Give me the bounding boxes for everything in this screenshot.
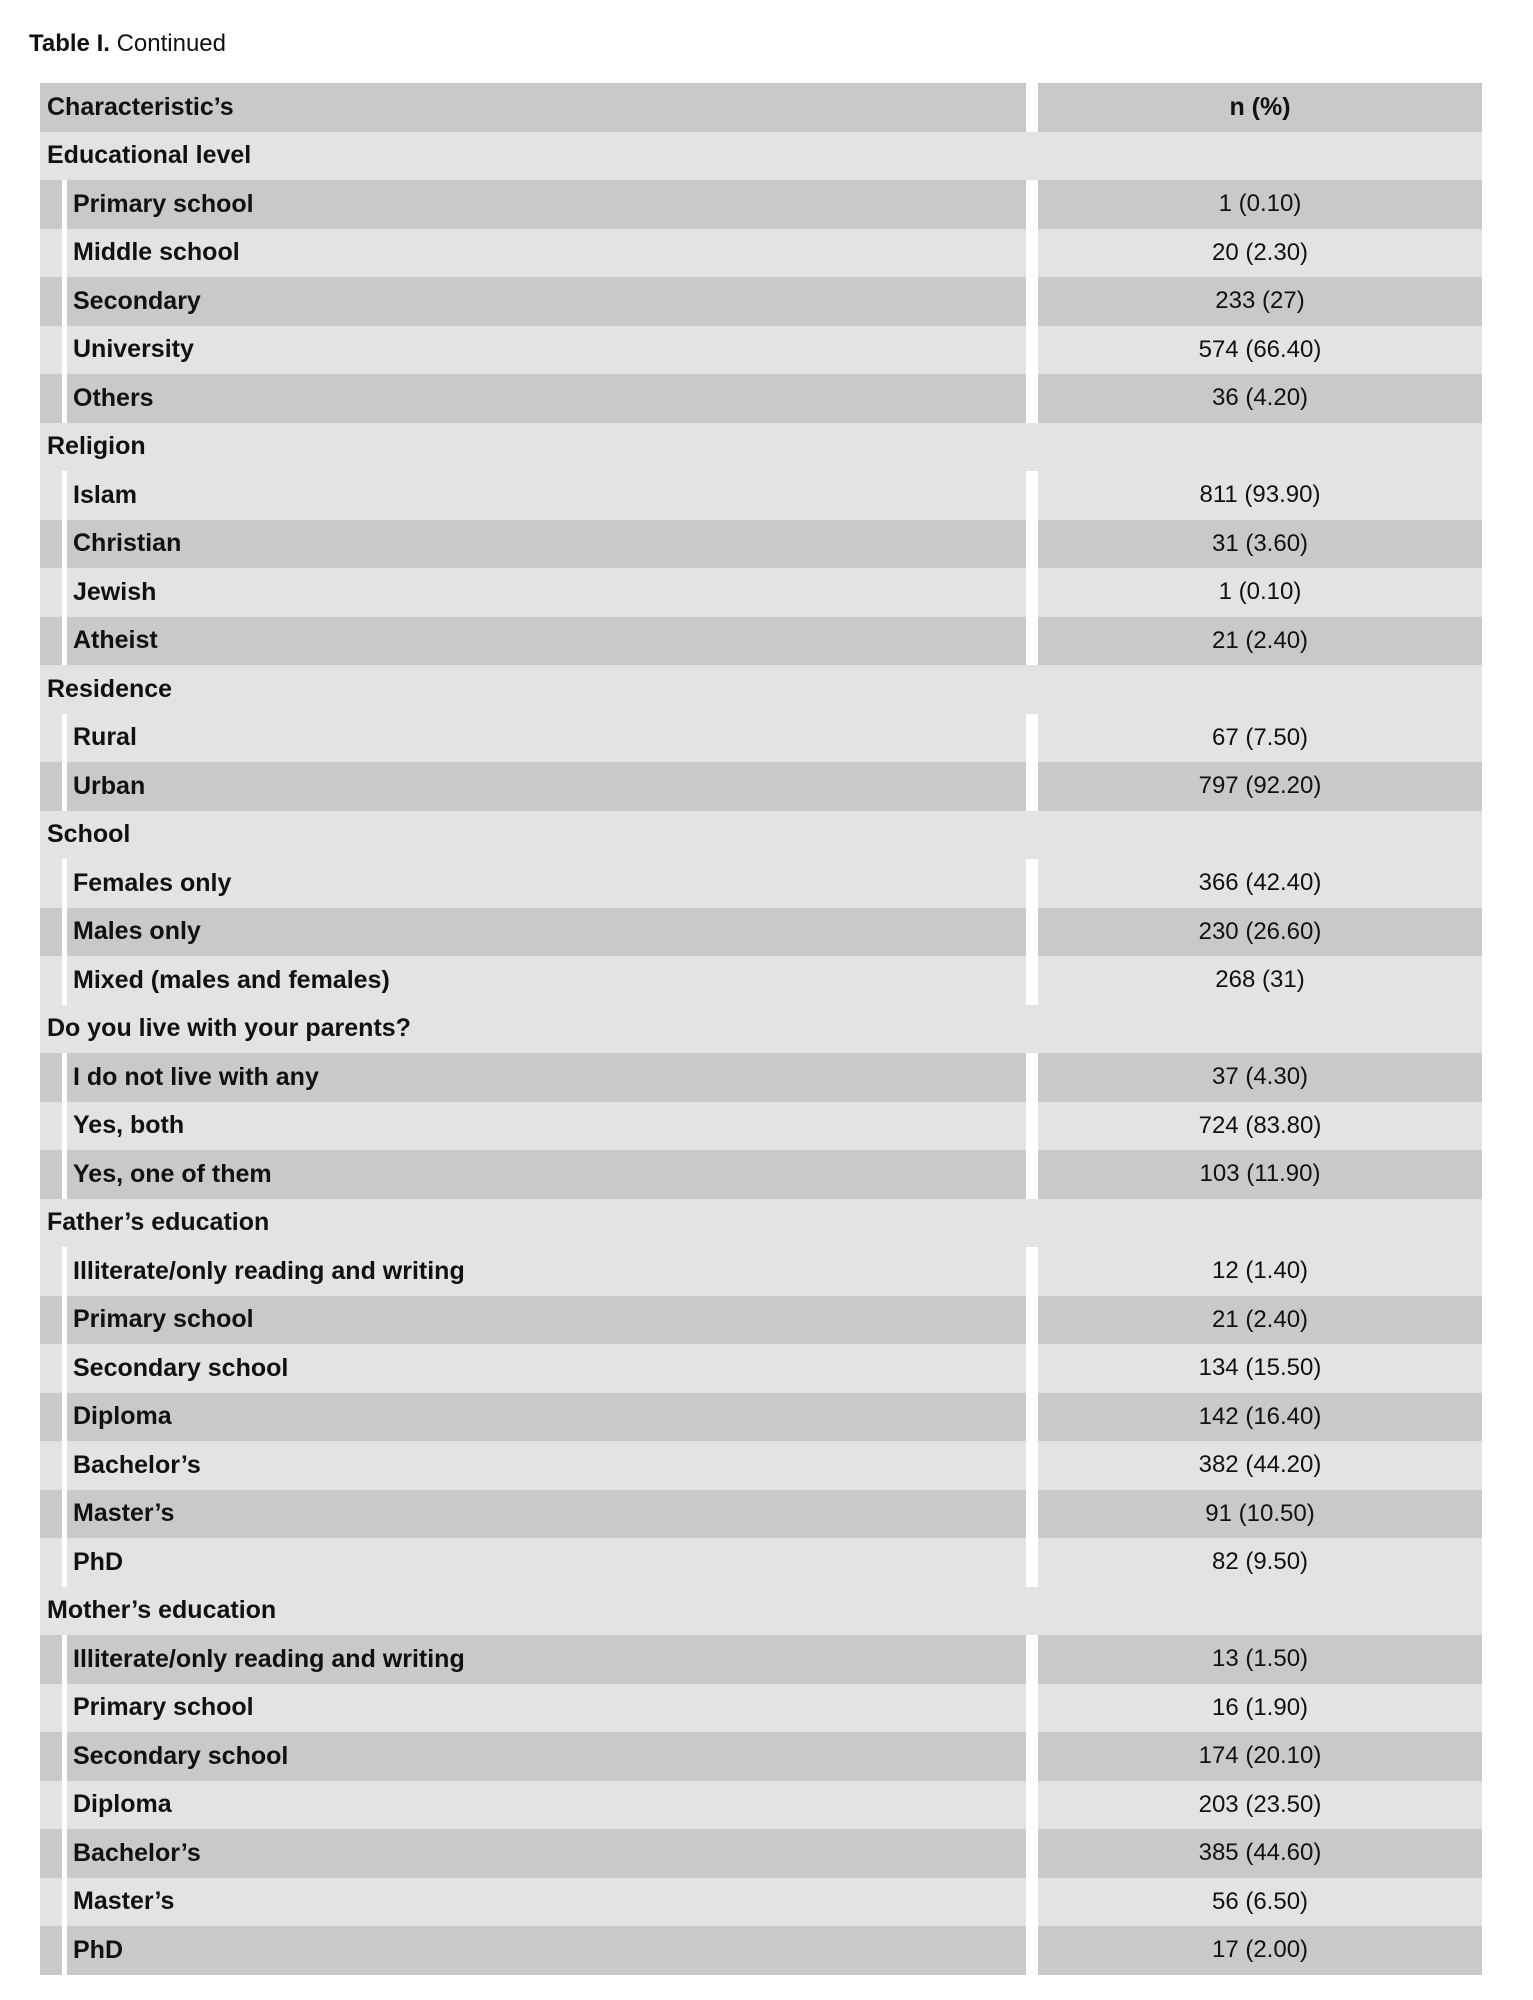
characteristic-cell bbox=[40, 180, 1026, 229]
table-row bbox=[40, 1490, 1482, 1539]
indent-stub bbox=[40, 229, 62, 278]
characteristic-cell bbox=[40, 1926, 1026, 1975]
row-value: 366 (42.40) bbox=[1038, 859, 1482, 908]
indent-stub bbox=[40, 326, 62, 375]
row-label: Illiterate/only reading and writing bbox=[67, 1247, 1026, 1296]
indent-stub bbox=[40, 1878, 62, 1927]
table-row bbox=[40, 908, 1482, 957]
indent-stub bbox=[40, 1247, 62, 1296]
row-value: 56 (6.50) bbox=[1038, 1878, 1482, 1927]
row-value: 382 (44.20) bbox=[1038, 1441, 1482, 1490]
section-row bbox=[40, 1005, 1482, 1054]
section-row bbox=[40, 423, 1482, 472]
section-row bbox=[40, 132, 1482, 181]
characteristic-cell bbox=[40, 1393, 1026, 1442]
row-value: 21 (2.40) bbox=[1038, 617, 1482, 666]
characteristic-cell bbox=[40, 1732, 1026, 1781]
row-value: 12 (1.40) bbox=[1038, 1247, 1482, 1296]
characteristic-cell bbox=[40, 956, 1026, 1005]
indent-stub bbox=[40, 1829, 62, 1878]
indent-stub bbox=[40, 1441, 62, 1490]
row-value: 21 (2.40) bbox=[1038, 1296, 1482, 1345]
row-label: Christian bbox=[67, 520, 1026, 569]
row-value: 13 (1.50) bbox=[1038, 1635, 1482, 1684]
row-label: University bbox=[67, 326, 1026, 375]
characteristic-cell bbox=[40, 1150, 1026, 1199]
table-row bbox=[40, 1926, 1482, 1975]
indent-stub bbox=[40, 180, 62, 229]
characteristic-cell bbox=[40, 1684, 1026, 1733]
characteristic-cell bbox=[40, 859, 1026, 908]
characteristic-cell bbox=[40, 1441, 1026, 1490]
row-label: Rural bbox=[67, 714, 1026, 763]
table-row bbox=[40, 277, 1482, 326]
table-row bbox=[40, 568, 1482, 617]
indent-stub bbox=[40, 568, 62, 617]
row-label: Diploma bbox=[67, 1781, 1026, 1830]
table-row bbox=[40, 326, 1482, 375]
header-value: n (%) bbox=[1038, 83, 1482, 132]
row-value: 811 (93.90) bbox=[1038, 471, 1482, 520]
table-row bbox=[40, 1878, 1482, 1927]
characteristic-cell bbox=[40, 374, 1026, 423]
indent-stub bbox=[40, 859, 62, 908]
row-value: 134 (15.50) bbox=[1038, 1344, 1482, 1393]
table-row bbox=[40, 1732, 1482, 1781]
section-title: Educational level bbox=[47, 141, 252, 170]
table-row bbox=[40, 1393, 1482, 1442]
row-label: Males only bbox=[67, 908, 1026, 957]
characteristic-cell bbox=[40, 1538, 1026, 1587]
characteristic-cell bbox=[40, 1781, 1026, 1830]
row-label: Yes, one of them bbox=[67, 1150, 1026, 1199]
row-value: 91 (10.50) bbox=[1038, 1490, 1482, 1539]
table-row bbox=[40, 1538, 1482, 1587]
indent-stub bbox=[40, 277, 62, 326]
row-value: 233 (27) bbox=[1038, 277, 1482, 326]
characteristic-cell bbox=[40, 1635, 1026, 1684]
row-label: Middle school bbox=[67, 229, 1026, 278]
row-value: 20 (2.30) bbox=[1038, 229, 1482, 278]
indent-stub bbox=[40, 956, 62, 1005]
section-title: Do you live with your parents? bbox=[47, 1014, 411, 1043]
row-value: 268 (31) bbox=[1038, 956, 1482, 1005]
indent-stub bbox=[40, 374, 62, 423]
table-row bbox=[40, 1102, 1482, 1151]
table-caption bbox=[29, 28, 226, 60]
indent-stub bbox=[40, 1684, 62, 1733]
table-caption-text: Continued bbox=[116, 30, 226, 57]
indent-stub bbox=[40, 471, 62, 520]
indent-stub bbox=[40, 1732, 62, 1781]
characteristic-cell bbox=[40, 908, 1026, 957]
table-row bbox=[40, 1829, 1482, 1878]
section-title: School bbox=[47, 820, 131, 849]
row-value: 67 (7.50) bbox=[1038, 714, 1482, 763]
table-row bbox=[40, 1296, 1482, 1345]
row-label: Females only bbox=[67, 859, 1026, 908]
characteristic-cell bbox=[40, 762, 1026, 811]
indent-stub bbox=[40, 617, 62, 666]
characteristic-cell bbox=[40, 714, 1026, 763]
indent-stub bbox=[40, 908, 62, 957]
row-label: Urban bbox=[67, 762, 1026, 811]
characteristic-cell bbox=[40, 1102, 1026, 1151]
table-row bbox=[40, 859, 1482, 908]
row-label: I do not live with any bbox=[67, 1053, 1026, 1102]
characteristic-cell bbox=[40, 326, 1026, 375]
row-label: PhD bbox=[67, 1926, 1026, 1975]
table-row bbox=[40, 1150, 1482, 1199]
header-characteristic: Characteristic’s bbox=[47, 92, 234, 121]
table-row bbox=[40, 374, 1482, 423]
row-label: Primary school bbox=[67, 180, 1026, 229]
row-label: Secondary bbox=[67, 277, 1026, 326]
table-row bbox=[40, 1247, 1482, 1296]
row-label: Others bbox=[67, 374, 1026, 423]
indent-stub bbox=[40, 1150, 62, 1199]
indent-stub bbox=[40, 1344, 62, 1393]
section-row bbox=[40, 665, 1482, 714]
table-row bbox=[40, 956, 1482, 1005]
table-row bbox=[40, 762, 1482, 811]
characteristic-cell bbox=[40, 1829, 1026, 1878]
row-label: Islam bbox=[67, 471, 1026, 520]
row-label: Secondary school bbox=[67, 1344, 1026, 1393]
row-value: 37 (4.30) bbox=[1038, 1053, 1482, 1102]
row-label: Primary school bbox=[67, 1684, 1026, 1733]
characteristic-cell bbox=[40, 617, 1026, 666]
row-label: Primary school bbox=[67, 1296, 1026, 1345]
row-label: Jewish bbox=[67, 568, 1026, 617]
row-value: 17 (2.00) bbox=[1038, 1926, 1482, 1975]
indent-stub bbox=[40, 1490, 62, 1539]
table-row bbox=[40, 1635, 1482, 1684]
row-label: PhD bbox=[67, 1538, 1026, 1587]
indent-stub bbox=[40, 762, 62, 811]
table-row bbox=[40, 617, 1482, 666]
row-label: Bachelor’s bbox=[67, 1829, 1026, 1878]
table-row bbox=[40, 1344, 1482, 1393]
characteristic-cell bbox=[40, 568, 1026, 617]
indent-stub bbox=[40, 1635, 62, 1684]
characteristic-cell bbox=[40, 1490, 1026, 1539]
characteristic-cell bbox=[40, 1053, 1026, 1102]
row-value: 724 (83.80) bbox=[1038, 1102, 1482, 1151]
table-row bbox=[40, 229, 1482, 278]
characteristic-cell bbox=[40, 520, 1026, 569]
table-caption-label: Table I. bbox=[29, 30, 110, 57]
table-row bbox=[40, 471, 1482, 520]
table-row bbox=[40, 1441, 1482, 1490]
row-value: 230 (26.60) bbox=[1038, 908, 1482, 957]
characteristic-cell bbox=[40, 1878, 1026, 1927]
row-label: Bachelor’s bbox=[67, 1441, 1026, 1490]
section-row bbox=[40, 1587, 1482, 1636]
table-row bbox=[40, 1781, 1482, 1830]
row-value: 36 (4.20) bbox=[1038, 374, 1482, 423]
table-row bbox=[40, 1684, 1482, 1733]
section-title: Father’s education bbox=[47, 1208, 270, 1237]
row-value: 574 (66.40) bbox=[1038, 326, 1482, 375]
section-row bbox=[40, 811, 1482, 860]
row-label: Atheist bbox=[67, 617, 1026, 666]
row-value: 16 (1.90) bbox=[1038, 1684, 1482, 1733]
row-label: Secondary school bbox=[67, 1732, 1026, 1781]
row-value: 1 (0.10) bbox=[1038, 568, 1482, 617]
table-row bbox=[40, 180, 1482, 229]
row-value: 103 (11.90) bbox=[1038, 1150, 1482, 1199]
characteristic-cell bbox=[40, 1296, 1026, 1345]
row-label: Master’s bbox=[67, 1878, 1026, 1927]
row-value: 1 (0.10) bbox=[1038, 180, 1482, 229]
indent-stub bbox=[40, 714, 62, 763]
row-value: 82 (9.50) bbox=[1038, 1538, 1482, 1587]
row-label: Yes, both bbox=[67, 1102, 1026, 1151]
row-value: 385 (44.60) bbox=[1038, 1829, 1482, 1878]
row-value: 142 (16.40) bbox=[1038, 1393, 1482, 1442]
indent-stub bbox=[40, 1926, 62, 1975]
indent-stub bbox=[40, 1102, 62, 1151]
section-title: Mother’s education bbox=[47, 1596, 277, 1625]
indent-stub bbox=[40, 1053, 62, 1102]
characteristic-cell bbox=[40, 1344, 1026, 1393]
section-title: Religion bbox=[47, 432, 146, 461]
row-label: Master’s bbox=[67, 1490, 1026, 1539]
section-title: Residence bbox=[47, 674, 173, 703]
characteristic-cell bbox=[40, 277, 1026, 326]
section-row bbox=[40, 1199, 1482, 1248]
characteristic-cell bbox=[40, 471, 1026, 520]
table-row bbox=[40, 1053, 1482, 1102]
row-value: 174 (20.10) bbox=[1038, 1732, 1482, 1781]
row-label: Diploma bbox=[67, 1393, 1026, 1442]
characteristic-cell bbox=[40, 229, 1026, 278]
row-value: 31 (3.60) bbox=[1038, 520, 1482, 569]
header-characteristic-cell bbox=[40, 83, 1026, 132]
row-label: Illiterate/only reading and writing bbox=[67, 1635, 1026, 1684]
indent-stub bbox=[40, 1393, 62, 1442]
row-value: 203 (23.50) bbox=[1038, 1781, 1482, 1830]
indent-stub bbox=[40, 1296, 62, 1345]
row-value: 797 (92.20) bbox=[1038, 762, 1482, 811]
indent-stub bbox=[40, 1538, 62, 1587]
indent-stub bbox=[40, 520, 62, 569]
characteristics-table bbox=[40, 83, 1482, 1975]
table-header-row bbox=[40, 83, 1482, 132]
table-row bbox=[40, 520, 1482, 569]
characteristic-cell bbox=[40, 1247, 1026, 1296]
row-label: Mixed (males and females) bbox=[67, 956, 1026, 1005]
table-row bbox=[40, 714, 1482, 763]
indent-stub bbox=[40, 1781, 62, 1830]
